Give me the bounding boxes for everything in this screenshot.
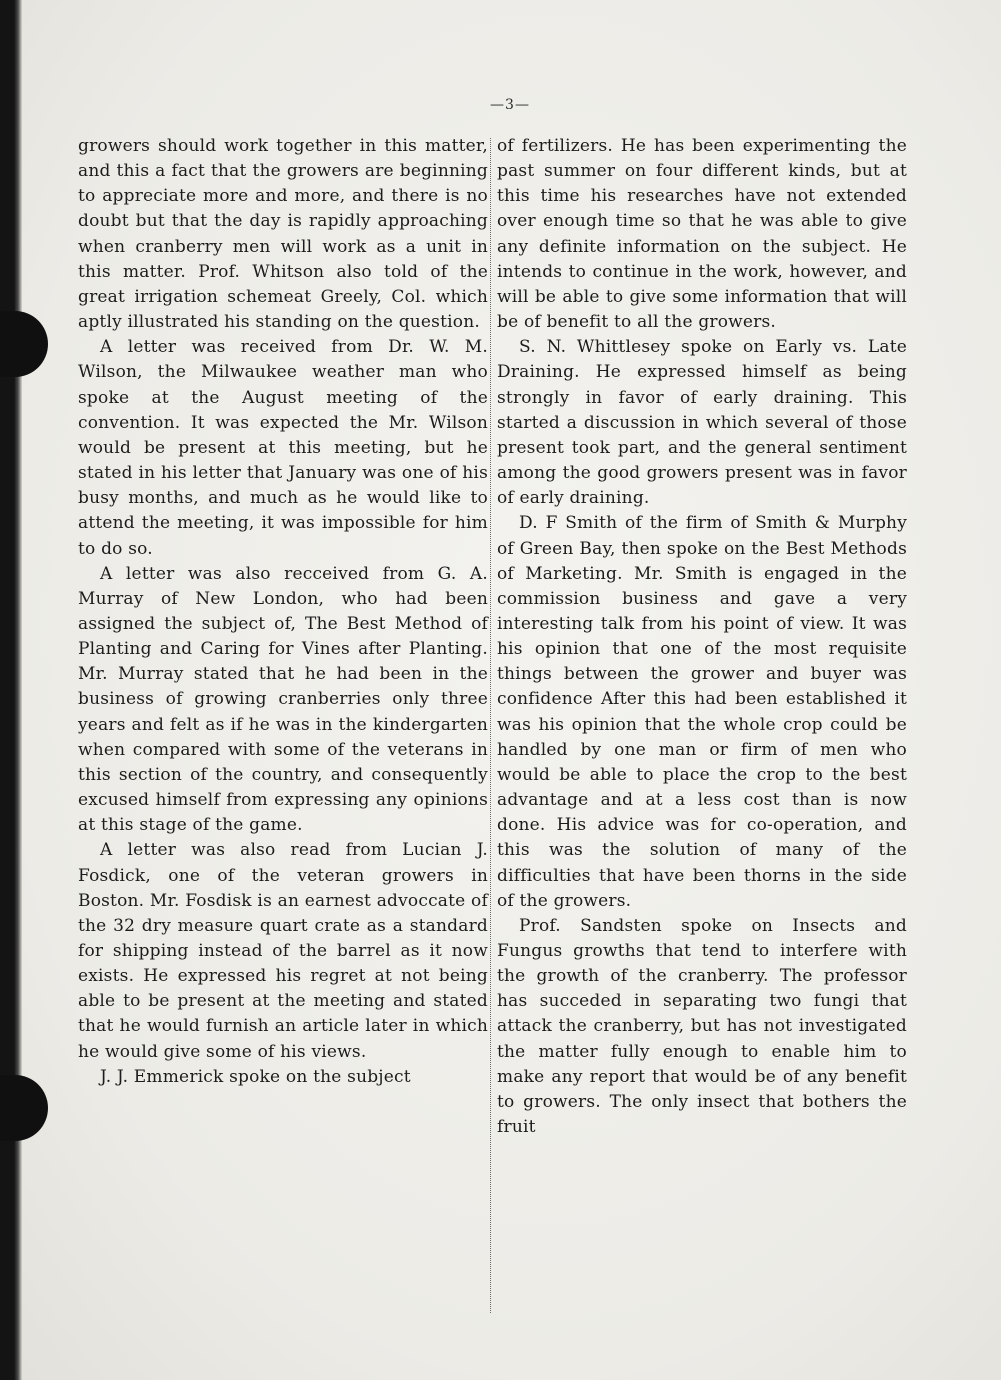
punch-hole-top [0, 311, 48, 377]
paragraph: Prof. Sandsten spoke on Insects and Fungus growths that tend to interfere with the growth of the cranberry. The professor has succeded in separating two fungi that attack the cranberry, but has not investigated the matter fully enough to enable him to make any report that would be of any benefit to growers. The only insect that bothers the fruit [497, 915, 907, 1138]
paragraph: J. J. Emmerick spoke on the subject [100, 1066, 411, 1087]
column-divider [490, 138, 491, 1313]
binding-spine [0, 0, 22, 1380]
punch-hole-bottom [0, 1075, 48, 1141]
paragraph: growers should work together in this matter, and this a fact that the growers are beginning to appreciate more and more, and there is no doubt but that the day is rapidly approaching when cranberry men will work as a unit in this matter. Prof. Whitson also told of the great irrigation schemeat Greely, Col. which aptly illustrated his standing on the question. [78, 136, 488, 333]
paragraph: S. N. Whittlesey spoke on Early vs. Late Draining. He expressed himself as being strongly in favor of early draining. This started a discussion in which several of those present took part, and the general sentiment among the good growers present was in favor of early draining. [497, 337, 907, 509]
paragraph: A letter was also recceived from G. A. Murray of New London, who had been assigned the subject of, The Best Method of Planting and Caring for Vines after Planting. Mr. Murray stated that he had been in the business of growing cranberries only three years and felt as if he was in the kindergarten when compared with some of the veterans in this section of the country, and consequently excused himself from expressing any opinions at this stage of the game. [78, 563, 488, 836]
paragraph: D. F Smith of the firm of Smith & Murphy of Green Bay, then spoke on the Best Methods of Marketing. Mr. Smith is engaged in the commission business and gave a very interesting talk from his point of view. It was his opinion that one of the most requisite things between the grower and buyer was confidence After this had been established it was his opinion that the whole crop could be handled by one man or firm of men who would be able to place the crop to the best advantage and at a less cost than is now done. His advice was for co-operation, and this was the solution of many of the difficulties that have been thorns in the side of the growers. [497, 513, 907, 911]
paragraph: A letter was also read from Lucian J. Fosdick, one of the veteran growers in Boston. Mr. Fosdisk is an earnest advoccate of the 32 dry measure quart crate as a standard for shipping instead of the barrel as it now exists. He expressed his regret at not being able to be present at the meeting and stated that he would furnish an article later in which he would give some of his views. [78, 840, 488, 1062]
page-number: —3— [490, 97, 530, 113]
left-column [78, 134, 488, 1090]
paragraph: of fertilizers. He has been experimenting the past summer on four different kinds, but at this time his researches have not extended over enough time so that he was able to give any definite information on the subject. He intends to continue in the work, however, and will be able to give some information that will be of benefit to all the growers. [497, 136, 907, 333]
right-column [497, 134, 907, 1140]
paragraph: A letter was received from Dr. W. M. Wilson, the Milwaukee weather man who spoke at the August meeting of the convention. It was expected the Mr. Wilson would be present at this meeting, but he stated in his letter that January was one of his busy months, and much as he would like to attend the meeting, it was impossible for him to do so. [78, 337, 488, 559]
